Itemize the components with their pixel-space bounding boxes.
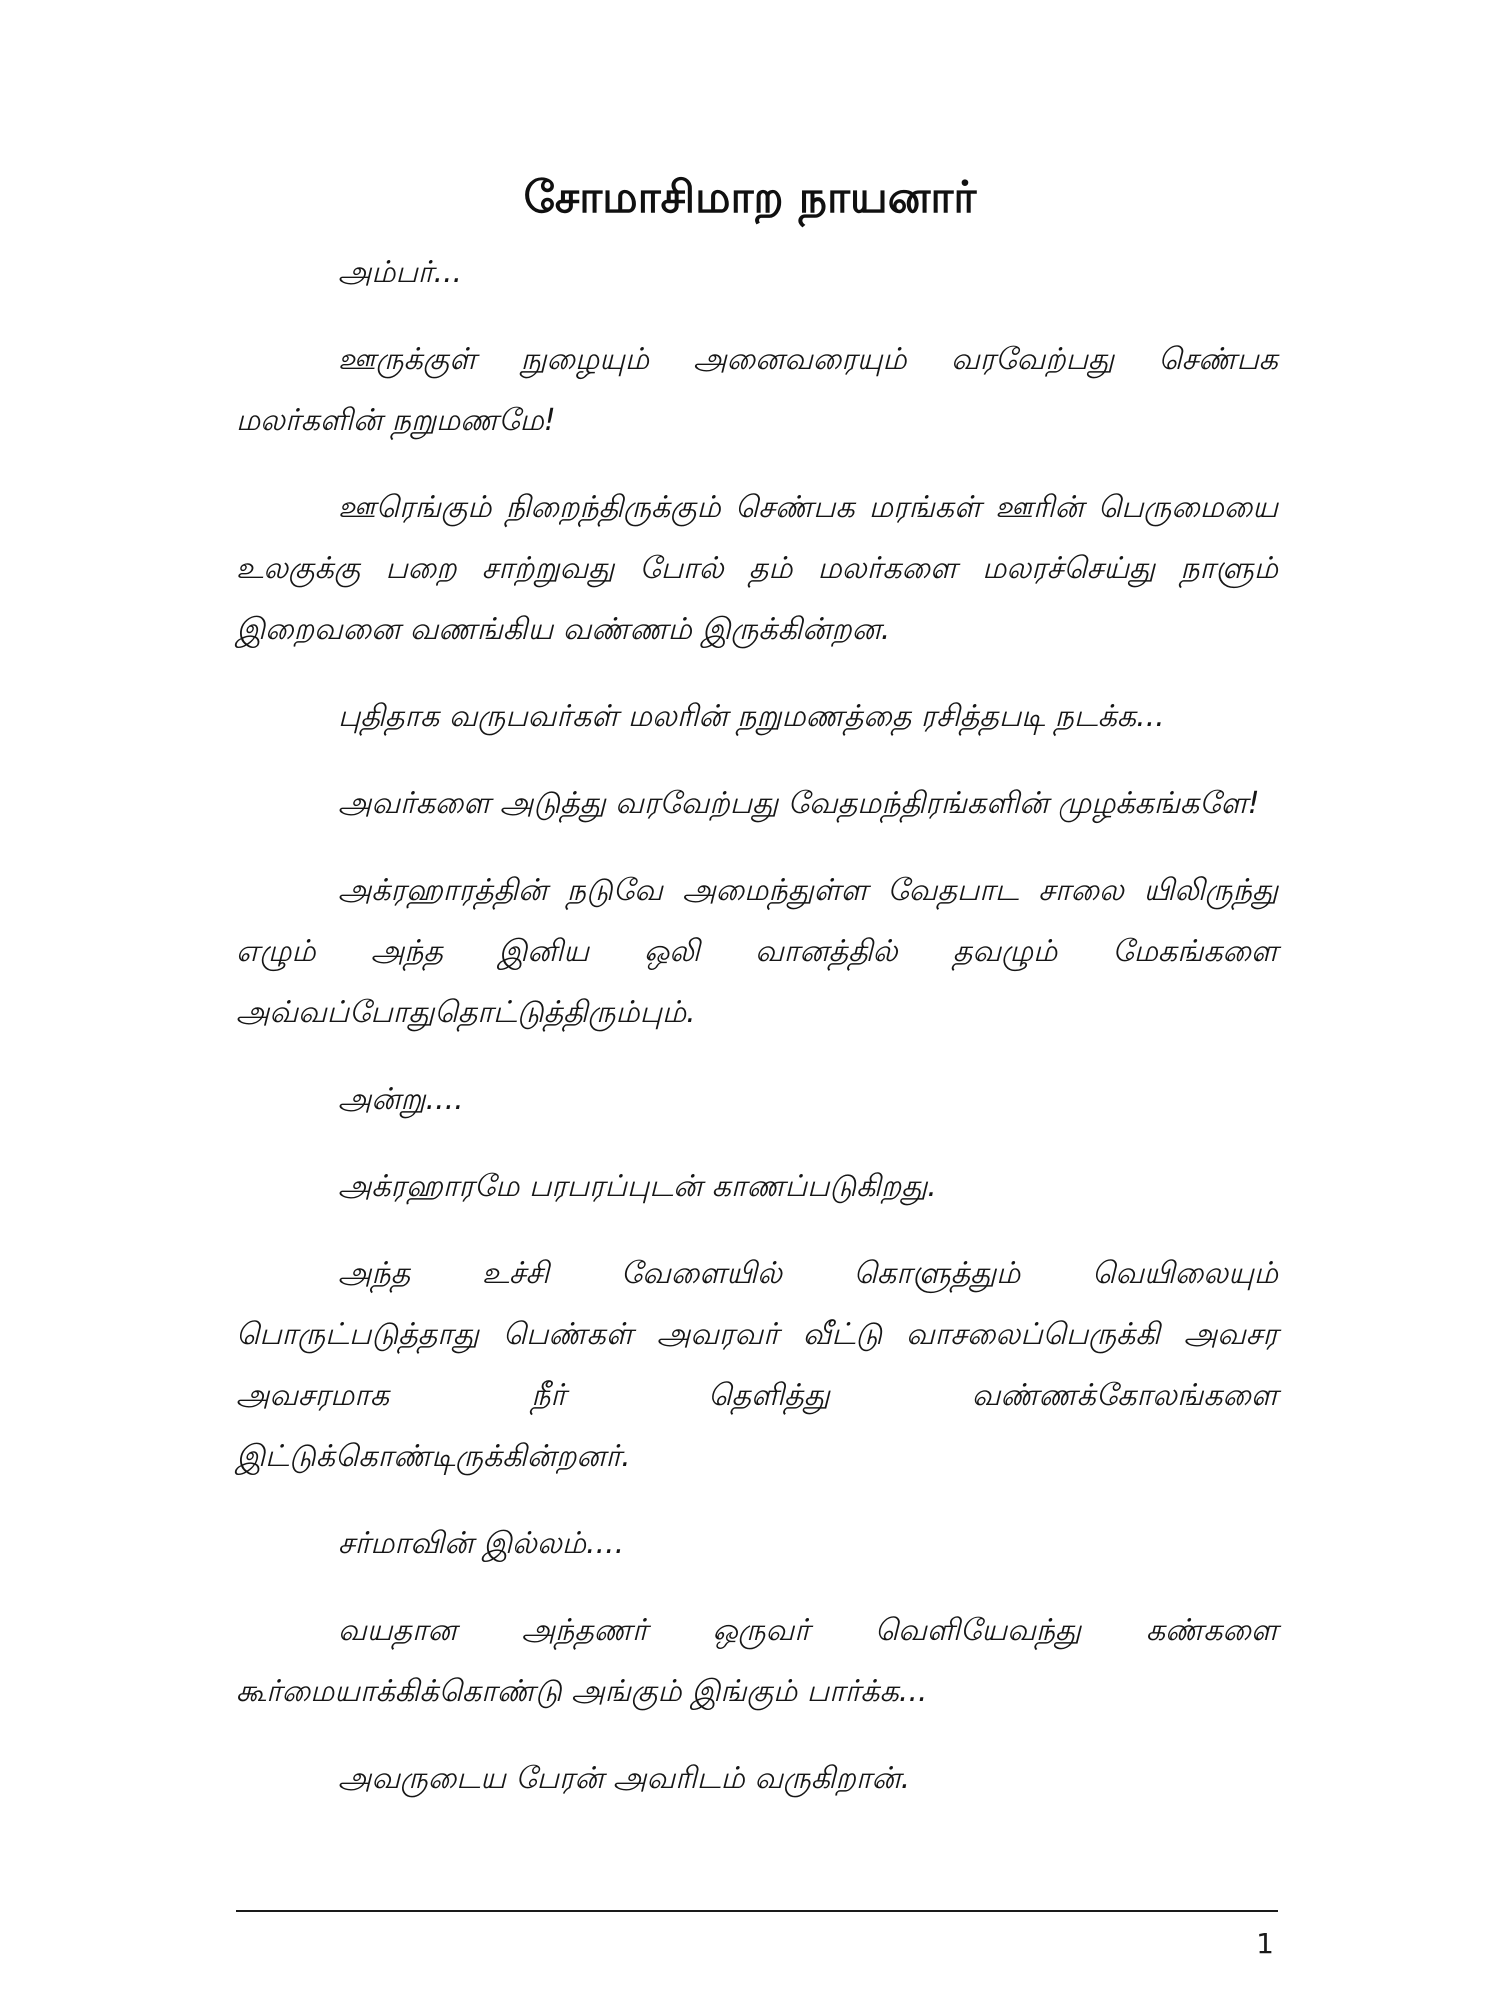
paragraph: அக்ரஹாரத்தின் நடுவே அமைந்துள்ள வேதபாட சாலை யிலிருந்து எழும் அந்த இனிய ஒலி வானத்தில் தவழும் மேகங்களை அவ்வப்போதுதொட்டுத்திரும்பும்.: [236, 873, 1278, 1030]
paragraph: ஊருக்குள் நுழையும் அனைவரையும் வரவேற்பது செண்பக மலர்களின் நறுமணமே!: [236, 342, 1278, 438]
body-text: [236, 242, 1278, 1835]
paragraph: அம்பர்...: [338, 255, 463, 290]
paragraph: அன்று....: [338, 1082, 464, 1117]
paragraph: ஊரெங்கும் நிறைந்திருக்கும் செண்பக மரங்கள் ஊரின் பெருமையை உலகுக்கு பறை சாற்றுவது போல் தம் மலர்களை மலரச்செய்து நாளும் இறைவனை வணங்கிய வண்ணம் இருக்கின்றன.: [236, 490, 1278, 647]
paragraph: அக்ரஹாரமே பரபரப்புடன் காணப்படுகிறது.: [338, 1169, 937, 1204]
page-number: 1: [1256, 1927, 1274, 1960]
paragraph: புதிதாக வருபவர்கள் மலரின் நறுமணத்தை ரசித்தபடி நடக்க...: [338, 699, 1165, 734]
paragraph: அந்த உச்சி வேளையில் கொளுத்தும் வெயிலையும் பொருட்படுத்தாது பெண்கள் அவரவர் வீட்டு வாசலைப்பெருக்கி அவசர அவசரமாக நீர் தெளித்து வண்ணக்கோலங்களை இட்டுக்கொண்டிருக்கின்றனர்.: [236, 1256, 1278, 1474]
paragraph: வயதான அந்தணர் ஒருவர் வெளியேவந்து கண்களை கூர்மையாக்கிக்கொண்டு அங்கும் இங்கும் பார்க்க...: [236, 1613, 1278, 1709]
paragraph: சர்மாவின் இல்லம்....: [338, 1526, 625, 1561]
footer-divider: [236, 1910, 1278, 1912]
page-title: சோமாசிமாற நாயனார்: [523, 172, 977, 223]
paragraph: அவர்களை அடுத்து வரவேற்பது வேதமந்திரங்களின் முழக்கங்களே!: [338, 786, 1260, 821]
paragraph: அவருடைய பேரன் அவரிடம் வருகிறான்.: [338, 1761, 911, 1796]
